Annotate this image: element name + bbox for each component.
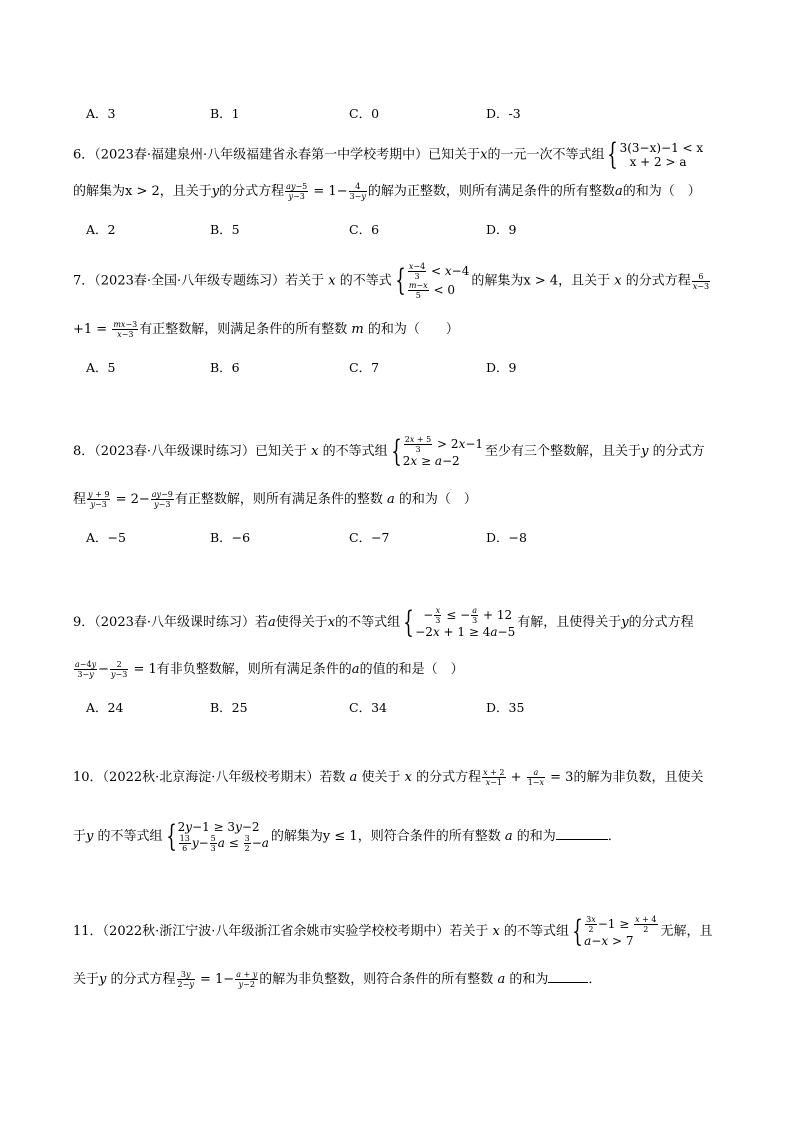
q7-option-b: B．6	[210, 360, 240, 375]
q9-option-c: C．34	[349, 700, 387, 715]
q7-line2: +1 = $\frac{mx-3}{x-3}$ 有正整数解，则满足条件的所有整数 m 的和为（ ）	[73, 320, 459, 339]
q6-inequality-system: { 3(3−x)−1 < x x + 2 > a	[607, 137, 704, 172]
q9-option-d: D．35	[486, 700, 525, 715]
q8-line2: 程 $\frac{y + 9}{y-3}$ = 2− $\frac{ay-9}{y-3}$ 有正整数解，则所有满足条件的整数 a 的和为（ ）	[73, 490, 477, 509]
q6-option-a: A．2	[86, 222, 116, 237]
q11-inequality-system: { $\frac{3x}{2}$ −1 ≥ $\frac{x + 4}{2}$ a−x > 7	[572, 913, 657, 949]
q7-line1: 7．（2023春·全国·八年级专题练习）若关于 x 的不等式 { $\frac{x-4}{3}$ < x−4 $\frac{m-x}{5}$ < 0 的解集为x > 4，且关于 x 的分式方程 $\frac{6}{x-3}$	[73, 262, 710, 300]
q10-inequality-system: { 2y−1 ≥ 3y−2 $\frac{13}{6}$ y− $\frac{5}{3}$ a ≤ $\frac{3}{2}$ −a	[165, 818, 269, 854]
q6-option-d: D．9	[486, 222, 517, 237]
q10-line2: 于y 的不等式组 { 2y−1 ≥ 3y−2 $\frac{13}{6}$ y− $\frac{5}{3}$ a ≤ $\frac{3}{2}$ −a 的解集为y ≤ 1，则符合条件的所有整数 a 的和为 ．	[73, 818, 621, 854]
q10-answer-blank	[556, 829, 608, 840]
q7-equation-rest: +1 = $\frac{mx-3}{x-3}$	[73, 320, 138, 339]
q5-option-c: C．0	[349, 106, 380, 121]
q5-option-a: A．3	[86, 106, 116, 121]
q9-option-b: B．25	[210, 700, 248, 715]
q8-inequality-system: { $\frac{2x + 5}{3}$ > 2x−1 2x ≥ a−2	[390, 433, 484, 469]
q8-option-b: B．−6	[210, 530, 251, 545]
q10-equation: $\frac{x + 2}{x-1}$ + $\frac{a}{1-x}$ = 3	[483, 768, 574, 787]
q5-option-b: B．1	[210, 106, 240, 121]
q9-line1: 9．（2023春·八年级课时练习）若a使得关于x的不等式组 { − $\frac{x}{3}$ ≤ − $\frac{a}{3}$ + 12 −2x + 1 ≥ 4a−5 有解，且使得关于y的分式方程	[73, 604, 694, 640]
q5-option-d: D．-3	[486, 106, 521, 121]
q6-options	[86, 220, 646, 236]
q9-inequality-system: { − $\frac{x}{3}$ ≤ − $\frac{a}{3}$ + 12 −2x + 1 ≥ 4a−5	[403, 604, 516, 640]
q11-line1: 11．（2022秋·浙江宁波·八年级浙江省余姚市实验学校校考期中）若关于 x 的不等式组 { $\frac{3x}{2}$ −1 ≥ $\frac{x + 4}{2}$ a−x > 7 无解，且	[73, 913, 713, 949]
q6-line1: 6．（2023春·福建泉州·八年级福建省永春第一中学校考期中）已知关于x的一元一次不等式组 { 3(3−x)−1 < x x + 2 > a	[73, 137, 704, 172]
q8-option-d: D．−8	[486, 530, 527, 545]
q9-option-a: A．24	[86, 700, 124, 715]
q11-answer-blank	[548, 972, 588, 983]
q9-equation: $\frac{a-4y}{3-y}$ − $\frac{2}{y-3}$ = 1	[75, 660, 157, 679]
q10-line1: 10．（2022秋·北京海淀·八年级校考期末）若数 a 使关于 x 的分式方程 $\frac{x + 2}{x-1}$ + $\frac{a}{1-x}$ = 3的解为非负数，且使关	[73, 768, 704, 787]
q8-line1: 8．（2023春·八年级课时练习）已知关于 x 的不等式组 { $\frac{2x + 5}{3}$ > 2x−1 2x ≥ a−2 至少有三个整数解，且关于y 的分式方	[73, 433, 705, 469]
q5-options	[86, 104, 646, 120]
q11-line2: 关于y 的分式方程 $\frac{3y}{2-y}$ = 1− $\frac{a + y}{y-2}$ 的解为非负整数，则符合条件的所有整数 a 的和为 ．	[73, 970, 602, 989]
q7-inequality-system: { $\frac{x-4}{3}$ < x−4 $\frac{m-x}{5}$ < 0	[395, 262, 470, 300]
q8-option-c: C．−7	[349, 530, 390, 545]
q6-line2: 的解集为x > 2，且关于y的分式方程 $\frac{ay-5}{y-3}$ = 1− $\frac{4}{3-y}$ 的解为正整数，则所有满足条件的所有整数a的和为（ ）	[73, 182, 701, 201]
q8-option-a: A．−5	[86, 530, 126, 545]
q7-option-a: A．5	[86, 360, 116, 375]
q8-equation: $\frac{y + 9}{y-3}$ = 2− $\frac{ay-9}{y-3}$	[88, 490, 173, 509]
q6-option-b: B．5	[210, 222, 240, 237]
q6-equation: $\frac{ay-5}{y-3}$ = 1− $\frac{4}{3-y}$	[286, 182, 366, 201]
q9-options	[86, 698, 646, 714]
q8-options	[86, 528, 646, 544]
q11-equation: $\frac{3y}{2-y}$ = 1− $\frac{a + y}{y-2}$	[177, 970, 258, 989]
q9-line2: $\frac{a-4y}{3-y}$ − $\frac{2}{y-3}$ = 1有非负整数解，则所有满足条件的a的值的和是（ ）	[75, 660, 464, 679]
q7-option-d: D．9	[486, 360, 517, 375]
q6-option-c: C．6	[349, 222, 380, 237]
q7-options	[86, 358, 646, 374]
q7-option-c: C．7	[349, 360, 380, 375]
